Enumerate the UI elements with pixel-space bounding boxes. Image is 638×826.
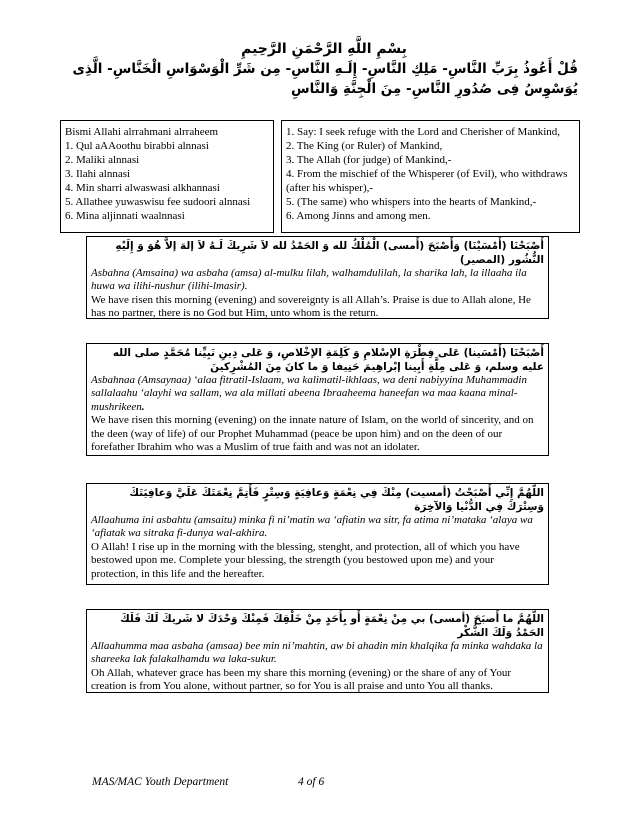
translation-line: 5. (The same) who whispers into the hearts of Mankind,- [286, 196, 537, 208]
dua-transliteration [91, 267, 544, 294]
dua-transliteration [91, 374, 544, 414]
dua-transliteration-text: Allaahumma maa asbaha (amsaa) bee min ni’mahtin, aw bi ahadin min khalqika fa minka wahdaka la shareeka lak falakalhamdu wa laka-sukur. [91, 640, 543, 666]
dua-translation: Oh Allah, whatever grace has been my share this morning (evening) or the share of any of Your creation is from You alone, without partner, so for You is all praise and unto You all thanks. [91, 666, 512, 693]
dua-box-1 [86, 236, 549, 319]
dua-arabic: اللّهُمَّ إِنِّي أَصْبَحْتُ (أمسيت) مِنْكَ فِي نِعْمَةٍ وَعافِيَةٍ وَسِتْرٍ فَأَتِمَّ نِعْمَتَكَ عَلَيَّ وَعافِيَتَكَ وَسِتْرَكَ فِي الدُّنْيا وَالآخِرَة [129, 487, 544, 513]
page-number: 4 of 6 [298, 776, 325, 788]
dua-box-4 [86, 609, 549, 693]
surah-verse-line-1: قُلْ أَعُوذُ بِرَبِّ النَّاسِ- مَلِكِ النَّاسِ- إِلَـهِ النَّاسِ- مِن شَرِّ الْوَسْوَاسِ الْخَنَّاسِ- الَّذِى [72, 61, 578, 77]
dua-arabic: أَصْبَحْنَا (أَمْسَيْنَا) وَأَصْبَحَ (أَمسى) الْمُلْكُ لله وَ الحَمْدُ لله لاَ شَرِيكَ لَـهُ لاَ إلهَ إلاَّ هُوَ وَ إِلَيْهِ النُّشُور (المصير) [115, 240, 544, 266]
transliteration-box [60, 120, 274, 233]
translation-box [281, 120, 580, 233]
transliteration-line: 4. Min sharri alwaswasi alkhannasi [65, 182, 220, 194]
surah-verse-line-2: يُوَسْوِسُ فِى صُدُورِ النَّاسِ- مِنَ الْجِنَّةِ وَالنَّاسِ [290, 81, 578, 97]
dua-transliteration-text: Allaahuma ini asbahtu (amsaitu) minka fi ni’matin wa ‘afiatin wa sitr, fa atima ni’mataka ‘alaya wa ‘afiatak wa sitraka fi-dunya wal-akhira. [91, 514, 533, 540]
dua-box-2 [86, 343, 549, 456]
transliteration-line: 1. Qul aAAoothu birabbi alnnasi [65, 140, 209, 152]
dua-arabic: أَصْبَحْنَا (أَمْسَينا) عَلى فِطْرَةِ الإسْلامِ وَ كَلِمَةِ الإخْلاصِ، وَ عَلى دِينِ نَبِيِّنا مُحَمَّدٍ صلى الله عليه وسلم، وَ عَلى مِلَّةِ أَبِينا إبْراهِيمَ حَنِيفا وَ ما كانَ مِنَ المُشْرِكينَ [112, 347, 544, 373]
dua-transliteration-text: Asbahna (Amsaina) wa asbaha (amsa) al-mulku lilah, walhamdulilah, la sharika lah, la illaaha ila huwa wa ilihi-nushur (ilihi-lmasir). [91, 267, 527, 293]
dua-translation: We have risen this morning (evening) and sovereignty is all Allah’s. Praise is due to Allah alone, He has no partner, there is no God but Him, unto whom is the return. [91, 293, 531, 320]
translation-line: 2. The King (or Ruler) of Mankind, [286, 140, 443, 152]
transliteration-line: 3. Ilahi alnnasi [65, 168, 131, 180]
transliteration-line: 2. Maliki alnnasi [65, 154, 140, 166]
page-footer [92, 776, 325, 788]
footer-department: MAS/MAC Youth Department [92, 776, 229, 788]
transliteration-title: Bismi Allahi alrrahmani alrraheem [65, 126, 219, 138]
transliteration-line: 6. Mina aljinnati waalnnasi [65, 210, 185, 222]
translation-line: 1. Say: I seek refuge with the Lord and Cherisher of Mankind, [286, 126, 561, 138]
transliteration-line: 5. Allathee yuwaswisu fee sudoori alnnasi [65, 196, 251, 208]
dua-transliteration [91, 514, 544, 541]
dua-transliteration-text: Asbahnaa (Amsaynaa) ‘alaa fitratil-Islaam, wa kalimatil-ikhlaas, wa deni nabiyyina Muhammadin sallalaahu ‘alayhi wa sallam, wa ala millati abeena Ibraaheema haneefan wa maa kaana minal-mushrikeen [91, 374, 527, 413]
dua-transliteration-end: . [141, 400, 145, 413]
translation-line: 6. Among Jinns and among men. [286, 210, 431, 222]
bismillah-heading: بِسْمِ اللَّهِ الرَّحْمَنِ الرَّحِيمِ [241, 41, 407, 57]
dua-transliteration [91, 640, 544, 667]
dua-arabic: اللّهُمَّ ما أَصبَحَ (أمسى) بي مِنْ نِعْمَةٍ أَو بِأَحَدٍ مِنْ خَلْقِكَ فَمِنْكَ وَحْدَكَ لا شَريكَ لَكَ فَلَكَ الحَمْدُ وَلَكَ الشُّكْر [120, 613, 544, 639]
surah-translation-table [60, 120, 580, 233]
dua-box-3 [86, 483, 549, 585]
translation-line: 3. The Allah (for judge) of Mankind,- [286, 154, 452, 166]
dua-translation: We have risen this morning (evening) on the innate nature of Islam, on the world of sincerity, and on the deen (way of life) of our Prophet Muhammad (peace be upon him) and on the deen of our forefather Ibrahim who was a Muslim of true faith and was not an idolater. [91, 414, 534, 454]
surah-header [70, 40, 578, 98]
translation-line: 4. From the mischief of the Whisperer (of Evil), who withdraws (after his whisper),- [286, 168, 568, 194]
dua-translation: O Allah! I rise up in the morning with the blessing, stenght, and protection, all of which you have bestowed upon me. Complete your blessing, the strength (you bestowed upon me) and your protection, in this life and the hereafter. [91, 540, 520, 580]
